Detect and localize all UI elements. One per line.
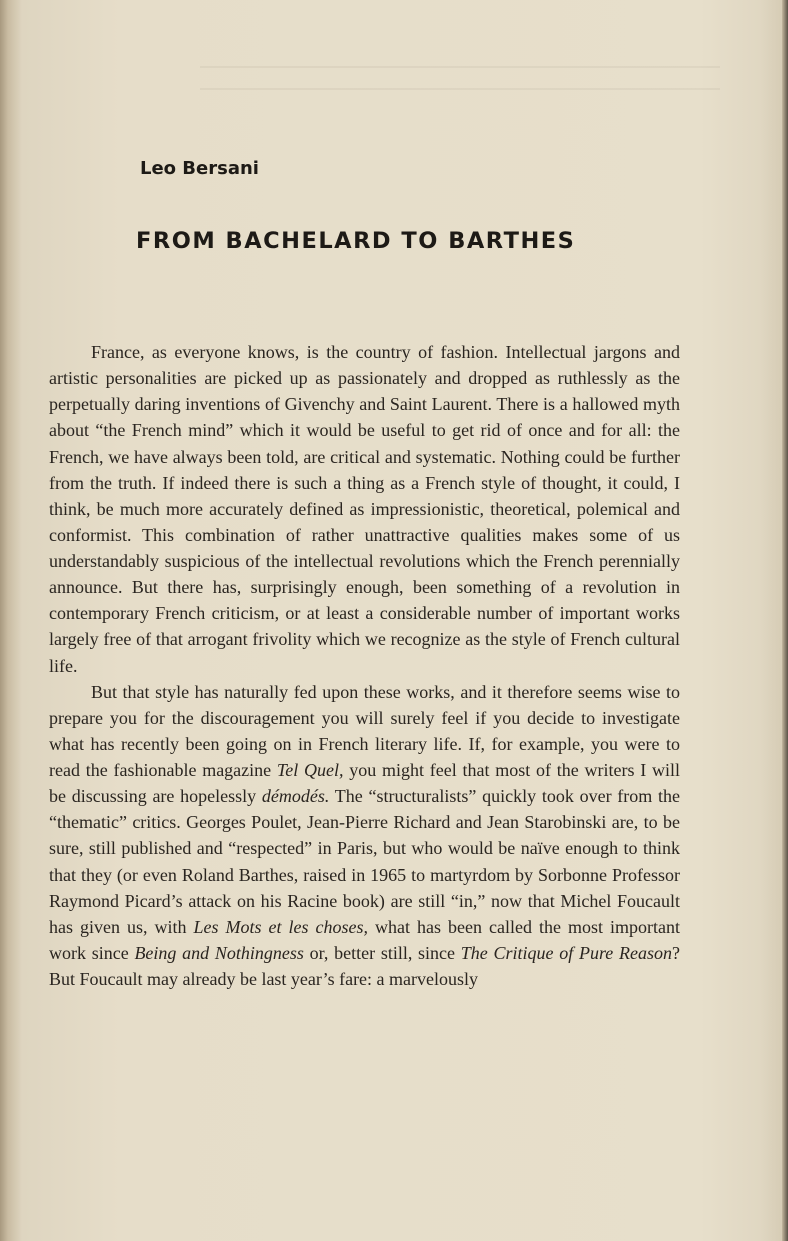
italic-text: The Critique of Pure Reason <box>460 942 672 963</box>
italic-text: Les Mots et les choses, <box>193 916 369 937</box>
italic-text: Being and Nothingness <box>134 942 304 963</box>
paragraph <box>49 339 680 679</box>
text-run: But that style has naturally fed upon these works, and it therefore seems wise to prepare you for the discouragement you will surely feel if you decide to investigate what has recently been going on in French literary life. If, for example, you were to read the fashionable magazine <box>49 681 680 780</box>
text-run: or, better still, since <box>303 942 461 963</box>
page-edge <box>782 0 788 1241</box>
essay-body <box>49 339 680 992</box>
italic-text: Tel Quel, <box>276 760 344 780</box>
author-name: Leo Bersani <box>140 158 259 179</box>
text-run: ? But Foucault may already be last year’s fare: a marvelously <box>49 942 680 989</box>
text-run: you might feel that most of the writers I will be discussing are hopelessly <box>49 760 680 807</box>
essay-title: FROM BACHELARD TO BARTHES <box>136 228 576 254</box>
text-run: what has been called the most important work since <box>49 916 680 963</box>
italic-text: démodés. <box>261 786 330 807</box>
paragraph <box>49 679 680 993</box>
text-run: France, as everyone knows, is the country of fashion. Intellectual jargons and artistic personalities are picked up as passionately and dropped as ruthlessly as the perpetually daring inventions of Givenchy and Saint Laurent. There is a hallowed myth about “the French mind” which it would be useful to get rid of once and for all: the French, we have always been told, are critical and systematic. Nothing could be further from the truth. If indeed there is such a thing as a French style of thought, it could, I think, be much more accurately defined as impressionistic, theoretical, polemical and conformist. This combination of rather unattractive qualities makes some of us understandably suspicious of the intellectual revolutions which the French perennially announce. But there has, surprisingly enough, been something of a revolution in contemporary French criticism, or at least a considerable number of important works largely free of that arrogant frivolity which we recognize as the style of French cultural life. <box>49 342 680 676</box>
show-through-text <box>200 60 720 110</box>
text-run: The “structuralists” quickly took over from the “thematic” critics. Georges Poulet, Jean-Pierre Richard and Jean Starobinski are, to be sure, still published and “respected” in Paris, but who would be naïve enough to think that they (or even Roland Barthes, raised in 1965 to martyrdom by Sorbonne Professor Raymond Picard’s attack on his Racine book) are still “in,” now that Michel Foucault has given us, with <box>49 786 680 937</box>
